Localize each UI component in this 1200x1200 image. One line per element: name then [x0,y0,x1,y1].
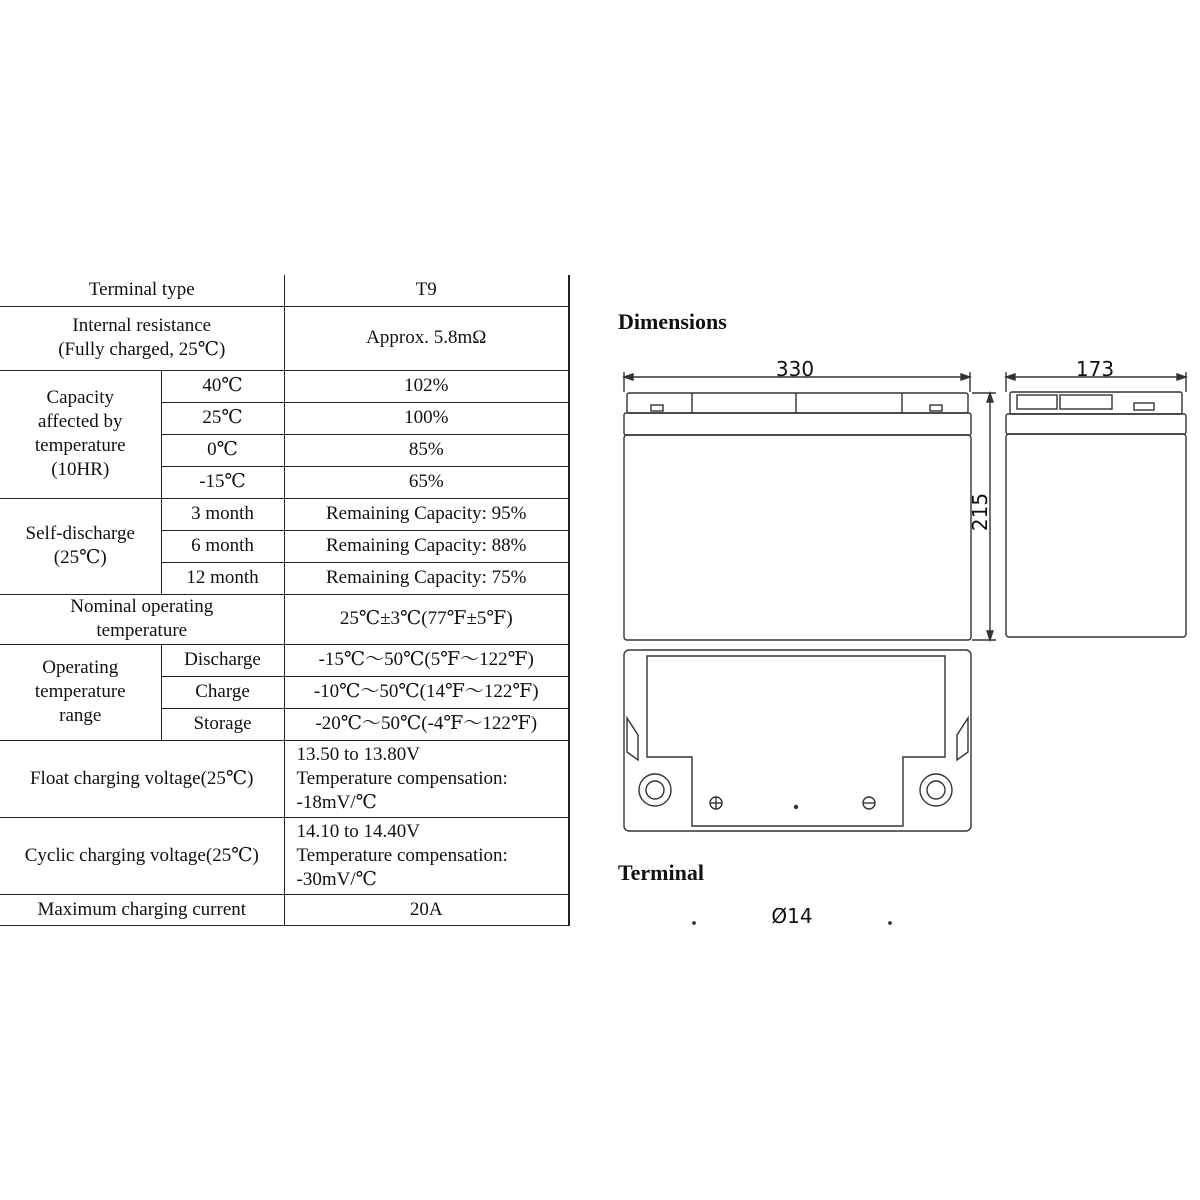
capacity-value: 85% [284,434,569,466]
cyclic-voltage-value: 14.10 to 14.40V Temperature compensation: -30mV/℃ [284,817,569,894]
terminal-type-value: T9 [284,275,569,306]
terminal-diameter-label: Ø14 [771,904,813,928]
max-current-label: Maximum charging current [0,894,284,925]
negative-terminal-icon [639,774,671,806]
capacity-value: 100% [284,402,569,434]
operating-range-value: -20℃～50℃(-4℉～122℉) [284,708,569,740]
operating-mode: Storage [161,708,284,740]
self-discharge-period: 6 month [161,530,284,562]
length-dimension-label: 330 [775,357,815,381]
operating-range-value: -10℃～50℃(14℉～122℉) [284,676,569,708]
self-discharge-period: 3 month [161,498,284,530]
width-dimension-label: 173 [1075,357,1115,381]
capacity-temp: 0℃ [161,434,284,466]
vent-icon [795,806,798,809]
nominal-temp-value: 25℃±3℃(77℉±5℉) [284,594,569,644]
capacity-temp: 25℃ [161,402,284,434]
side-view [1006,372,1186,637]
capacity-value: 102% [284,370,569,402]
positive-terminal-icon [920,774,952,806]
operating-range-label: Operating temperature range [0,644,161,740]
cyclic-voltage-label: Cyclic charging voltage(25℃) [0,817,284,894]
nominal-temp-label: Nominal operating temperature [0,594,284,644]
top-view [624,650,971,831]
height-dimension-label: 215 [968,492,992,532]
operating-mode: Discharge [161,644,284,676]
capacity-label: Capacity affected by temperature (10HR) [0,370,161,498]
self-discharge-value: Remaining Capacity: 88% [284,530,569,562]
operating-range-value: -15℃～50℃(5℉～122℉) [284,644,569,676]
terminal-title: Terminal [618,860,704,885]
front-view [624,372,996,640]
internal-resistance-label: Internal resistance (Fully charged, 25℃) [0,306,284,370]
internal-resistance-value: Approx. 5.8mΩ [284,306,569,370]
dimensions-title: Dimensions [618,309,727,334]
float-voltage-value: 13.50 to 13.80V Temperature compensation: -18mV/℃ [284,740,569,817]
operating-mode: Charge [161,676,284,708]
capacity-value: 65% [284,466,569,498]
self-discharge-value: Remaining Capacity: 95% [284,498,569,530]
terminal-type-label: Terminal type [0,275,284,306]
max-current-value: 20A [284,894,569,925]
self-discharge-label: Self-discharge (25℃) [0,498,161,594]
self-discharge-value: Remaining Capacity: 75% [284,562,569,594]
capacity-temp: 40℃ [161,370,284,402]
capacity-temp: -15℃ [161,466,284,498]
float-voltage-label: Float charging voltage(25℃) [0,740,284,817]
self-discharge-period: 12 month [161,562,284,594]
